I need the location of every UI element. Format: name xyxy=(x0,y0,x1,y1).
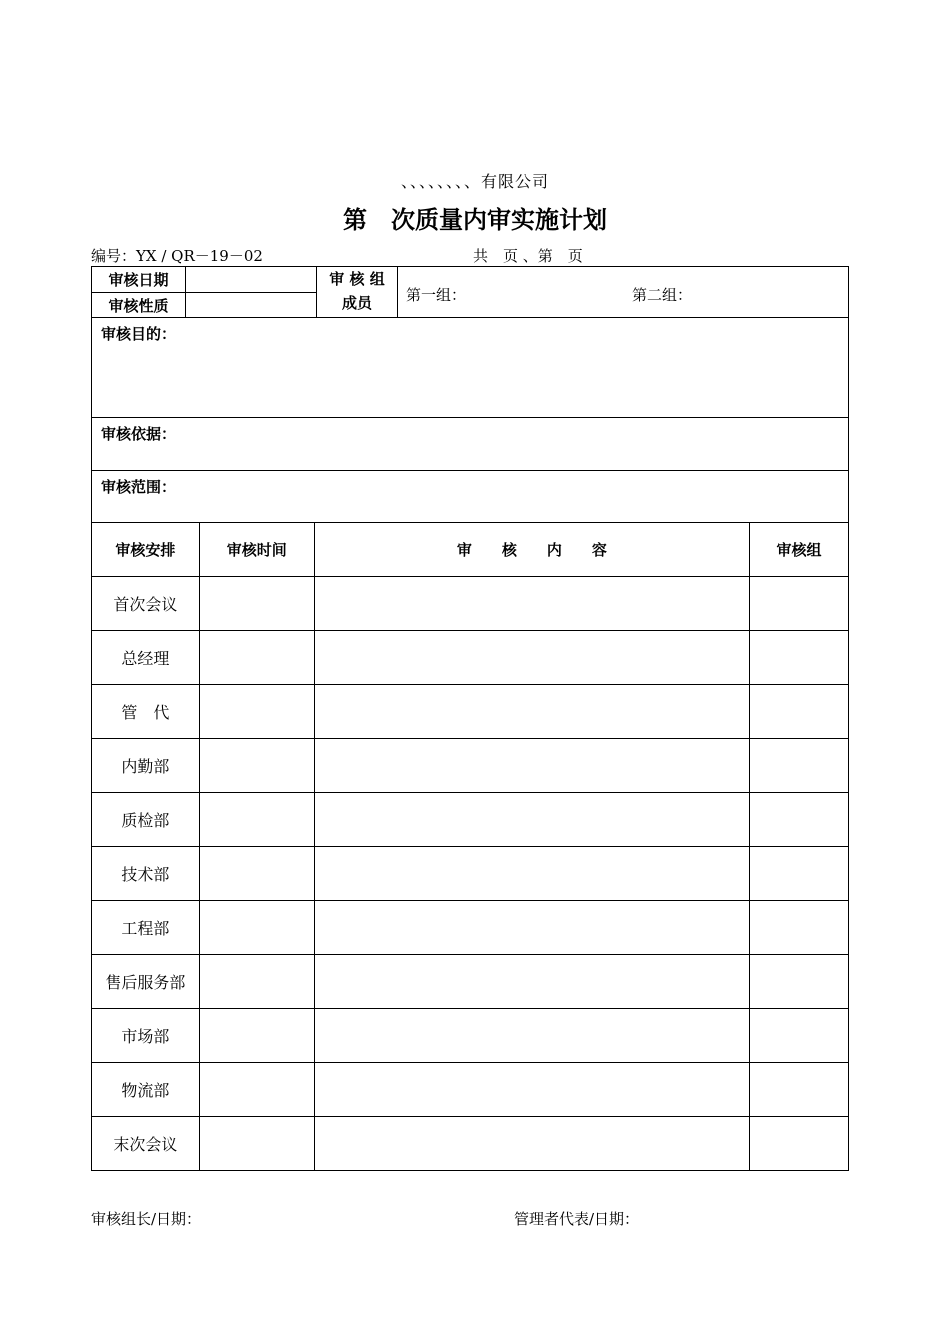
table-row xyxy=(92,1009,849,1063)
table-row xyxy=(92,901,849,955)
audit-nature-label: 审核性质 xyxy=(108,297,169,315)
audit-time-cell[interactable] xyxy=(199,901,314,955)
audit-date-field[interactable] xyxy=(186,267,316,292)
table-row xyxy=(92,955,849,1009)
row-label: 管 代 xyxy=(92,685,200,739)
audit-nature-field[interactable] xyxy=(186,293,316,318)
audit-group-cell[interactable] xyxy=(750,1009,849,1063)
audit-time-cell[interactable] xyxy=(199,847,314,901)
audit-time-cell[interactable] xyxy=(199,577,314,631)
audit-basis-label: 审核依据： xyxy=(101,425,177,443)
audit-time-cell[interactable] xyxy=(199,793,314,847)
audit-team-label xyxy=(317,267,397,317)
table-row xyxy=(92,1063,849,1117)
audit-basis-section xyxy=(91,417,849,471)
audit-scope-section xyxy=(91,470,849,523)
row-label: 质检部 xyxy=(92,793,200,847)
group2-label: 第二组： xyxy=(632,286,693,304)
group1-label: 第一组： xyxy=(406,286,467,304)
page-info: 共 页 、第 页 xyxy=(473,247,583,265)
table-header-row xyxy=(92,523,849,577)
audit-time-cell[interactable] xyxy=(199,739,314,793)
table-row xyxy=(92,577,849,631)
audit-group-cell[interactable] xyxy=(750,577,849,631)
audit-header-block xyxy=(91,266,849,318)
row-label: 市场部 xyxy=(92,1009,200,1063)
audit-leader-signature-label: 审核组长/日期： xyxy=(91,1210,202,1228)
audit-purpose-label: 审核目的： xyxy=(101,325,177,343)
row-label: 末次会议 xyxy=(92,1117,200,1171)
table-row xyxy=(92,793,849,847)
audit-time-cell[interactable] xyxy=(199,1063,314,1117)
audit-content-cell[interactable] xyxy=(314,955,749,1009)
column-header: 审 核 内 容 xyxy=(314,523,749,577)
column-header: 审核时间 xyxy=(199,523,314,577)
audit-content-cell[interactable] xyxy=(314,901,749,955)
audit-content-cell[interactable] xyxy=(314,685,749,739)
audit-scope-label: 审核范围： xyxy=(101,478,177,496)
table-row xyxy=(92,685,849,739)
row-label: 总经理 xyxy=(92,631,200,685)
audit-schedule-table xyxy=(91,522,849,1171)
audit-content-cell[interactable] xyxy=(314,793,749,847)
audit-time-cell[interactable] xyxy=(199,1009,314,1063)
audit-content-cell[interactable] xyxy=(314,1063,749,1117)
row-label: 技术部 xyxy=(92,847,200,901)
document-number: 编号：YX / QR－19－02 xyxy=(91,247,263,265)
audit-content-cell[interactable] xyxy=(314,577,749,631)
company-name: 、、、、、、、、有限公司 xyxy=(400,172,549,191)
audit-group-cell[interactable] xyxy=(750,631,849,685)
table-row xyxy=(92,847,849,901)
audit-group-cell[interactable] xyxy=(750,793,849,847)
table-row xyxy=(92,739,849,793)
audit-content-cell[interactable] xyxy=(314,847,749,901)
table-row xyxy=(92,1117,849,1171)
audit-purpose-section xyxy=(91,317,849,418)
audit-group-cell[interactable] xyxy=(750,1117,849,1171)
row-label: 物流部 xyxy=(92,1063,200,1117)
audit-content-cell[interactable] xyxy=(314,1009,749,1063)
row-label: 售后服务部 xyxy=(92,955,200,1009)
page-title: 第 次质量内审实施计划 xyxy=(343,206,607,234)
audit-group-cell[interactable] xyxy=(750,955,849,1009)
audit-group-cell[interactable] xyxy=(750,1063,849,1117)
audit-team-label-line2: 成员 xyxy=(341,294,372,312)
audit-content-cell[interactable] xyxy=(314,631,749,685)
audit-date-label: 审核日期 xyxy=(108,271,169,289)
audit-time-cell[interactable] xyxy=(199,1117,314,1171)
audit-content-cell[interactable] xyxy=(314,1117,749,1171)
management-rep-signature-label: 管理者代表/日期： xyxy=(514,1210,640,1228)
audit-group-cell[interactable] xyxy=(750,847,849,901)
row-label: 内勤部 xyxy=(92,739,200,793)
table-row xyxy=(92,631,849,685)
row-label: 首次会议 xyxy=(92,577,200,631)
audit-group-cell[interactable] xyxy=(750,739,849,793)
column-header: 审核安排 xyxy=(92,523,200,577)
audit-group-cell[interactable] xyxy=(750,685,849,739)
audit-time-cell[interactable] xyxy=(199,685,314,739)
audit-team-label-line1: 审 核 组 xyxy=(329,270,385,288)
audit-time-cell[interactable] xyxy=(199,955,314,1009)
column-header: 审核组 xyxy=(750,523,849,577)
audit-content-cell[interactable] xyxy=(314,739,749,793)
audit-group-cell[interactable] xyxy=(750,901,849,955)
row-label: 工程部 xyxy=(92,901,200,955)
audit-time-cell[interactable] xyxy=(199,631,314,685)
